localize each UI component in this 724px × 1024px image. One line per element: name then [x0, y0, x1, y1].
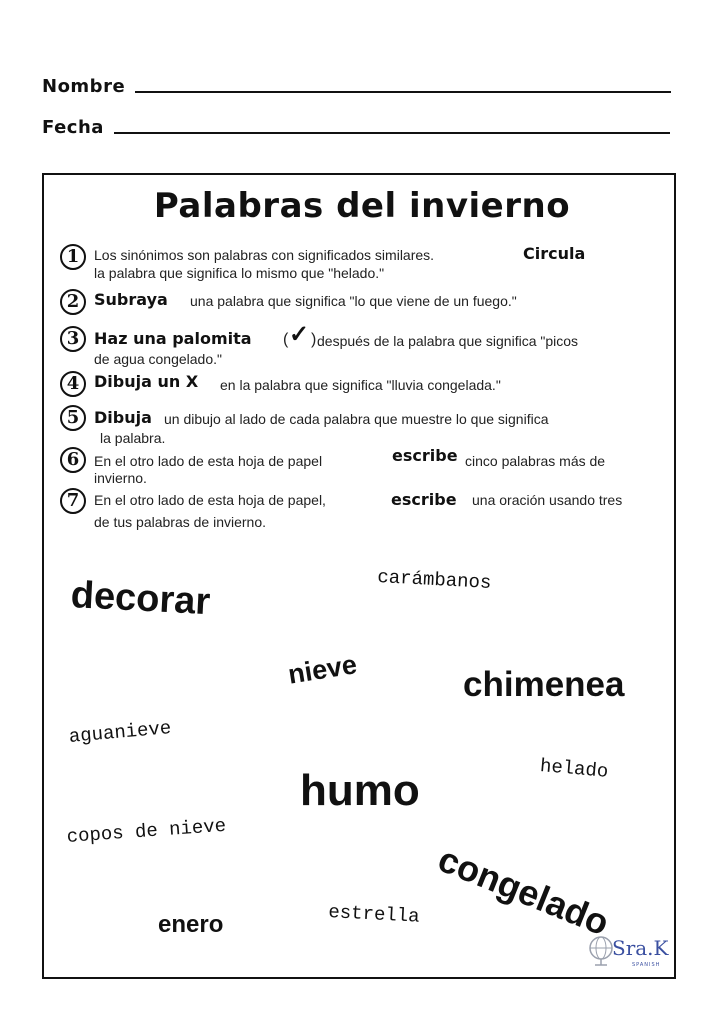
step-1-keyword: Circula: [523, 244, 586, 263]
step-4-keyword: Dibuja un X: [94, 372, 199, 391]
step-5-text-line2: la palabra.: [100, 430, 166, 446]
word-estrella[interactable]: estrella: [327, 901, 421, 928]
step-number-6: 6: [60, 447, 86, 473]
check-close-paren: ): [311, 331, 317, 348]
word-nieve[interactable]: nieve: [286, 649, 359, 690]
step-5-text-line1: un dibujo al lado de cada palabra que muestre lo que significa: [164, 411, 549, 427]
word-copos-de-nieve[interactable]: copos de nieve: [66, 814, 227, 848]
word-aguanieve[interactable]: aguanieve: [68, 717, 173, 748]
step-number-7: 7: [60, 488, 86, 514]
step-5-keyword: Dibuja: [94, 408, 152, 427]
word-decorar[interactable]: decorar: [69, 574, 212, 624]
step-3-keyword: Haz una palomita: [94, 329, 252, 348]
step-number-4: 4: [60, 371, 86, 397]
date-line[interactable]: [114, 132, 670, 134]
logo-text: Sra.K: [612, 936, 669, 960]
step-2-text: una palabra que significa "lo que viene de un fuego.": [190, 293, 517, 309]
step-3-text-line2: de agua congelado.": [94, 351, 222, 367]
name-row: [42, 76, 671, 97]
date-label: Fecha: [42, 117, 104, 138]
word-congelado[interactable]: congelado: [432, 838, 615, 944]
step-7-keyword: escribe: [391, 490, 457, 509]
logo-subtext: SPANISH: [632, 962, 661, 968]
step-number-3: 3: [60, 326, 86, 352]
word-enero[interactable]: enero: [158, 911, 224, 938]
word-humo[interactable]: humo: [300, 766, 420, 815]
step-3-text-line1: después de la palabra que significa "picos: [317, 333, 579, 349]
step-1-text-line2: la palabra que significa lo mismo que "helado.": [94, 265, 385, 281]
word-chimenea[interactable]: chimenea: [463, 665, 625, 704]
word-carambanos[interactable]: carámbanos: [376, 566, 492, 594]
step-6-keyword: escribe: [392, 446, 458, 465]
checkmark-icon: ✓: [289, 321, 310, 348]
step-number-2: 2: [60, 289, 86, 315]
step-7-text-line1b: una oración usando tres: [472, 492, 623, 508]
step-number-5: 5: [60, 405, 86, 431]
logo: [586, 932, 674, 978]
name-label: Nombre: [42, 76, 126, 97]
step-6-text-line1b: cinco palabras más de: [465, 453, 606, 469]
step-4-text: en la palabra que significa "lluvia congelada.": [220, 377, 501, 393]
check-open-paren: (: [283, 331, 289, 348]
step-1-text-line1: Los sinónimos son palabras con significados similares.: [94, 247, 435, 263]
step-7-text-line1a: En el otro lado de esta hoja de papel,: [94, 492, 326, 508]
word-helado[interactable]: helado: [539, 755, 610, 783]
name-line[interactable]: [135, 91, 671, 93]
step-7-text-line2: de tus palabras de invierno.: [94, 514, 266, 530]
step-6-text-line1a: En el otro lado de esta hoja de papel: [94, 453, 323, 469]
date-row: [42, 117, 670, 138]
page-title: Palabras del invierno: [153, 186, 571, 226]
step-6-text-line2: invierno.: [94, 470, 147, 486]
step-number-1: 1: [60, 244, 86, 270]
step-2-keyword: Subraya: [94, 290, 168, 309]
